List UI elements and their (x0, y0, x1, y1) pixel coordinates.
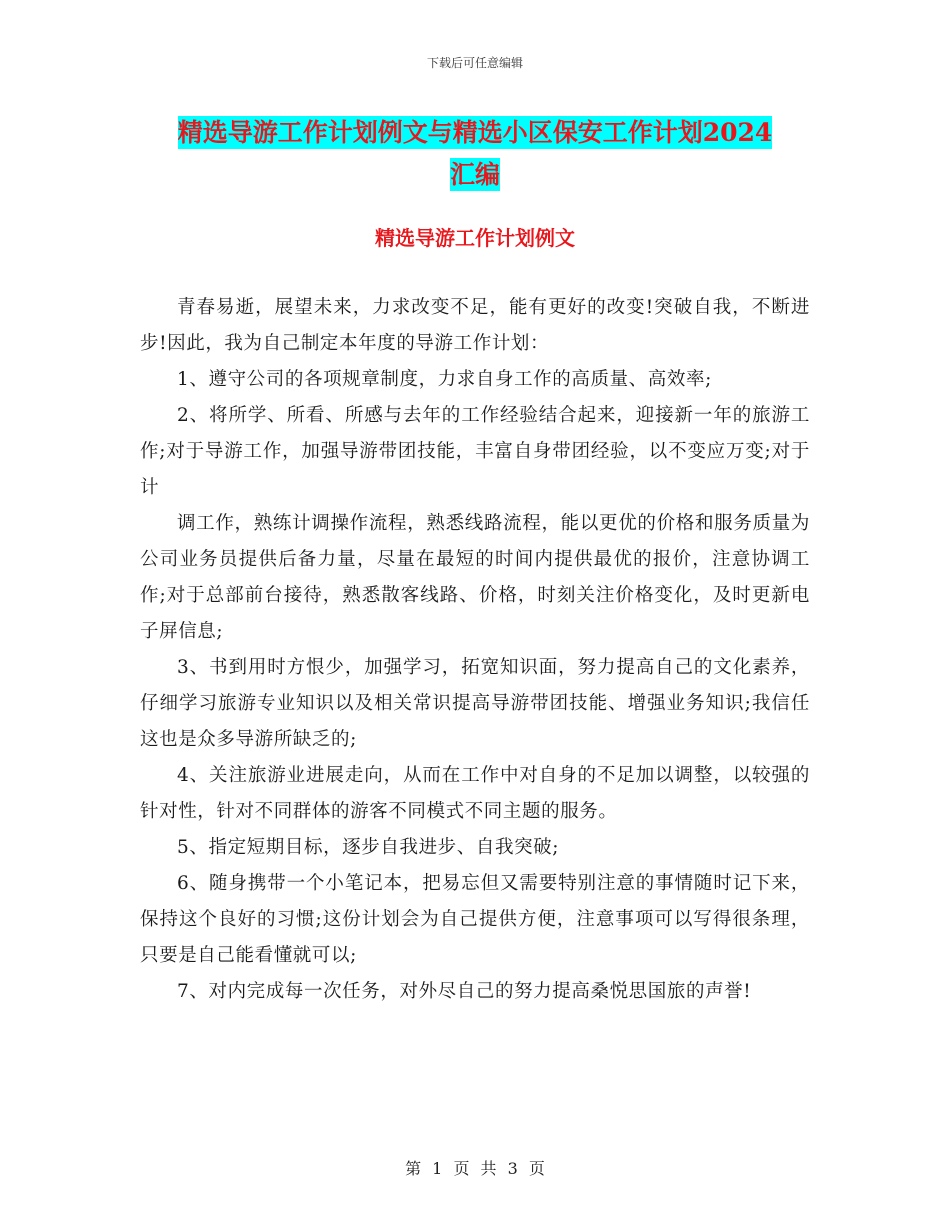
document-title-line-1: 精选导游工作计划例文与精选小区保安工作计划2024 (177, 118, 773, 147)
section-title: 精选导游工作计划例文 (375, 226, 575, 250)
paragraph: 6、随身携带一个小笔记本，把易忘但又需要特别注意的事情随时记下来，保持这个良好的习惯;这份计划会为自己提供方便，注意事项可以写得很条理，只要是自己能看懂就可以; (140, 873, 810, 966)
paragraph: 7、对内完成每一次任务，对外尽自己的努力提高桑悦思国旅的声誉! (177, 981, 752, 1002)
paragraph: 3、书到用时方恨少，加强学习，拓宽知识面，努力提高自己的文化素养，仔细学习旅游专业知识以及相关常识提高导游带团技能、增强业务知识;我信任这也是众多导游所缺乏的; (140, 657, 810, 750)
paragraph: 1、遵守公司的各项规章制度，力求自身工作的高质量、高效率; (177, 369, 712, 390)
paragraph: 4、关注旅游业进展走向，从而在工作中对自身的不足加以调整，以较强的针对性，针对不同群体的游客不同模式不同主题的服务。 (140, 765, 810, 822)
paragraph: 青春易逝，展望未来，力求改变不足，能有更好的改变!突破自我，不断进步!因此，我为自己制定本年度的导游工作计划： (140, 297, 810, 354)
paragraph: 2、将所学、所看、所感与去年的工作经验结合起来，迎接新一年的旅游工作;对于导游工作，加强导游带团技能，丰富自身带团经验，以不变应万变;对于计 (140, 405, 810, 498)
document-body (140, 290, 810, 1010)
paragraph: 5、指定短期目标，逐步自我进步、自我突破; (177, 837, 560, 858)
paragraph: 调工作，熟练计调操作流程，熟悉线路流程，能以更优的价格和服务质量为公司业务员提供后备力量，尽量在最短的时间内提供最优的报价，注意协调工作;对于总部前台接待，熟悉散客线路、价格，时刻关注价格变化，及时更新电子屏信息; (140, 513, 810, 642)
header-note: 下载后可任意编辑 (426, 56, 523, 70)
page-number-footer: 第 1 页 共 3 页 (405, 1159, 545, 1178)
document-title-line-2: 汇编 (449, 160, 500, 189)
document-title (140, 112, 810, 196)
